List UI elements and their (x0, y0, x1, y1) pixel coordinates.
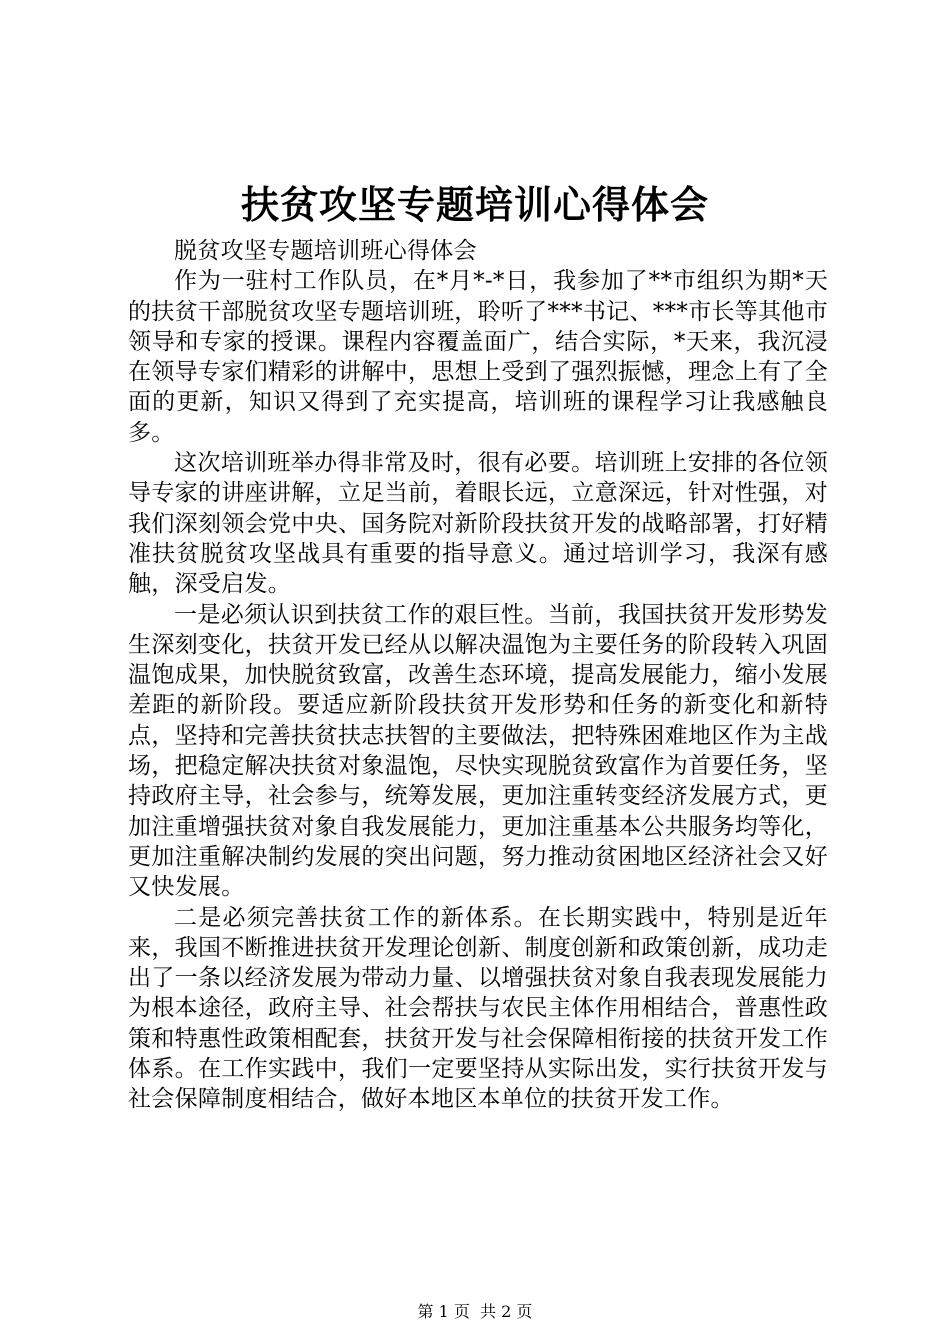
document-body (128, 236, 828, 1115)
paragraph-2: 这次培训班举办得非常及时，很有必要。培训班上安排的各位领导专家的讲座讲解，立足当前，着眼长远，立意深远，针对性强，对我们深刻领会党中央、国务院对新阶段扶贫开发的战略部署，打好精准扶贫脱贫攻坚战具有重要的指导意义。通过培训学习，我深有感触，深受启发。 (128, 450, 828, 598)
paragraph-3: 一是必须认识到扶贫工作的艰巨性。当前，我国扶贫开发形势发生深刻变化，扶贫开发已经从以解决温饱为主要任务的阶段转入巩固温饱成果，加快脱贫致富，改善生态环境，提高发展能力，缩小发展差距的新阶段。要适应新阶段扶贫开发形势和任务的新变化和新特点，坚持和完善扶贫扶志扶智的主要做法，把特殊困难地区作为主战场，把稳定解决扶贫对象温饱，尽快实现脱贫致富作为首要任务，坚持政府主导，社会参与，统筹发展，更加注重转变经济发展方式，更加注重增强扶贫对象自我发展能力，更加注重基本公共服务均等化，更加注重解决制约发展的突出问题，努力推动贫困地区经济社会又好又快发展。 (128, 601, 828, 901)
document-title: 扶贫攻坚专题培训心得体会 (240, 183, 709, 227)
page-number: 第 1 页 (417, 1302, 470, 1321)
page-footer (0, 1302, 950, 1322)
paragraph-1: 作为一驻村工作队员，在*月*-*日，我参加了**市组织为期*天的扶贫干部脱贫攻坚专题培训班，聆听了***书记、***市长等其他市领导和专家的授课。课程内容覆盖面广，结合实际，*天来，我沉浸在领导专家们精彩的讲解中，思想上受到了强烈振憾，理念上有了全面的更新，知识又得到了充实提高，培训班的课程学习让我感触良多。 (128, 268, 828, 446)
paragraph-4: 二是必须完善扶贫工作的新体系。在长期实践中，特别是近年来，我国不断推进扶贫开发理论创新、制度创新和政策创新，成功走出了一条以经济发展为带动力量、以增强扶贫对象自我表现发展能力为根本途径，政府主导、社会帮扶与农民主体作用相结合，普惠性政策和特惠性政策相配套，扶贫开发与社会保障相衔接的扶贫开发工作体系。在工作实践中，我们一定要坚持从实际出发，实行扶贫开发与社会保障制度相结合，做好本地区本单位的扶贫开发工作。 (128, 904, 828, 1113)
page-total: 共 2 页 (480, 1302, 533, 1321)
document-subtitle: 脱贫攻坚专题培训班心得体会 (174, 238, 477, 264)
